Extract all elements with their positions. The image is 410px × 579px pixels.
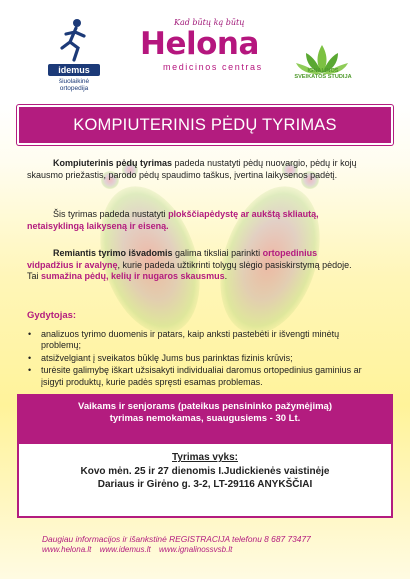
results-paragraph	[27, 248, 365, 283]
registration-info: Daugiau informacijos ir išankstinė REGISTRACIJA telefonu 8 687 73477	[42, 534, 311, 544]
location-date: Kovo mėn. 25 ir 27 dienomis I.Judickienės vaistinėje	[80, 466, 330, 477]
results-rest: , kurie padeda užtikrinti tolygų slėgio pasiskirstymą pėdoje. Tai	[27, 259, 352, 281]
location-box	[17, 442, 393, 518]
location-title: Tyrimas vyks:	[172, 452, 238, 463]
price-text	[23, 401, 387, 425]
doctor-list	[27, 329, 365, 389]
price-line-2: tyrimas nemokamas, suaugusiems - 30 Lt.	[109, 413, 301, 424]
link-idemus[interactable]: www.idemus.lt	[99, 545, 151, 554]
page-title: KOMPIUTERINIS PĖDŲ TYRIMAS	[73, 116, 337, 134]
intro-rest: padeda nustatyti pėdų nuovargio, pėdų ir kojų skausmo priežastis, parodo pėdų spaudimo taškus, įvertina laikysenos padėtį.	[27, 158, 357, 180]
price-line-1: Vaikams ir senjorams (pateikus pensininko pažymėjimą)	[78, 401, 332, 412]
link-helona[interactable]: www.helona.lt	[42, 545, 92, 554]
location-address: Dariaus ir Girėno g. 3-2, LT-29116 ANYKŠČIAI	[97, 479, 313, 490]
idemus-runner-icon	[58, 18, 92, 62]
results-highlight: ortopedinius vidpadžius ir avalynę	[27, 248, 318, 270]
intro-paragraph	[27, 158, 365, 181]
helona-tagline: medicinos centras	[163, 62, 263, 72]
website-links	[42, 545, 238, 554]
results-end: .	[224, 271, 228, 281]
lotus-logo-icon	[292, 30, 352, 92]
results-lead: Remiantis tyrimo išvadomis	[53, 248, 173, 258]
doctor-section	[27, 310, 365, 389]
ignalina-logo-text: IGNALINOS SVEIKATOS STUDIJA	[294, 68, 352, 80]
list-item: • turėsite galimybę iškart užsisakyti individualiai daromus ortopedinius gaminius ar įsigyti produktų, kurie padės spręsti esamas problemas.	[27, 365, 365, 388]
intro-lead: Kompiuterinis pėdų tyrimas	[53, 158, 173, 168]
helona-script-slogan: Kad būtų ką būtų	[174, 18, 245, 27]
price-box	[17, 394, 393, 442]
results-highlight-2: sumažina pėdų, kelių ir nugaros skausmus	[41, 271, 225, 281]
detect-highlight: plokščiapėdystę ar aukštą skliautą, netaisyklingą laikyseną ir eiseną.	[27, 209, 319, 231]
list-item: • atsižvelgiant į sveikatos būklę Jums bus parinktas fizinis krūvis;	[27, 353, 365, 365]
detect-paragraph	[27, 209, 365, 232]
title-banner	[17, 105, 393, 145]
detect-text: Šis tyrimas padeda nustatyti	[53, 209, 169, 219]
idemus-tagline: šiuolaikinė ortopedija	[58, 78, 90, 92]
link-ignalina[interactable]: www.ignalinossvsb.lt	[158, 545, 233, 554]
list-item: • analizuos tyrimo duomenis ir patars, kaip anksti pastebėti ir išvengti minėtų problemų;	[27, 329, 365, 352]
idemus-logo: idemus	[48, 64, 100, 76]
doctor-heading: Gydytojas:	[27, 310, 77, 321]
helona-logo: Helona	[140, 26, 259, 62]
results-mid: galima tiksliai parinkti	[172, 248, 263, 258]
